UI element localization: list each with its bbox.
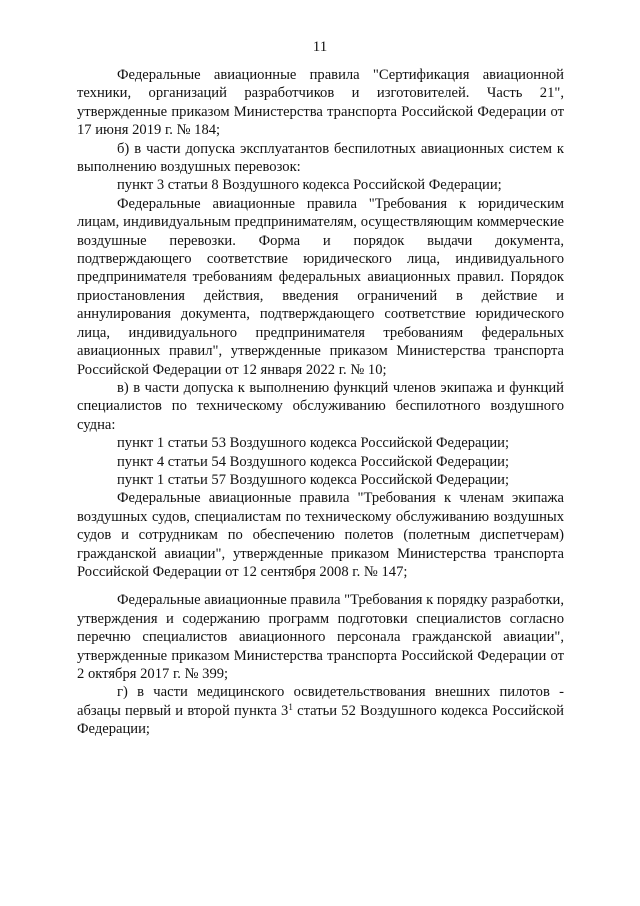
paragraph-v-crew-admission: в) в части допуска к выполнению функций членов экипажа и функций специалистов по техническому обслуживанию беспилотного воздушного судна: [77,379,564,433]
paragraph-g-text-end: статьи 52 Воздушного кодекса Российской Федерации; [77,702,564,738]
paragraph-fap-21: Федеральные авиационные правила "Сертификация авиационной техники, организаций разработчиков и изготовителей. Часть 21", утвержденные приказом Министерства транспорта Российской Федерации от 17 июня 2019 г. № 184; [77,67,564,139]
paragraph-art8-item3: пункт 3 статьи 8 Воздушного кодекса Российской Федерации; [117,177,502,194]
paragraph-b-operators: б) в части допуска эксплуатантов беспилотных авиационных систем к выполнению воздушных перевозок: [77,140,564,176]
page-number: 11 [312,39,328,55]
paragraph-art54-item4: пункт 4 статьи 54 Воздушного кодекса Российской Федерации; [117,453,509,470]
paragraph-fap-training-programs: Федеральные авиационные правила "Требования к порядку разработки, утверждения и содержанию программ подготовки специалистов согласно перечню специалистов авиационного персонала гражданской авиации", утвержденные приказом Министерства транспорта Российской Федерации от 2 октября 2017 г. № 399; [77,592,564,682]
paragraph-fap-crew-requirements: Федеральные авиационные правила "Требования к членам экипажа воздушных судов, специалистам по техническому обслуживанию воздушных судов и сотрудникам по обеспечению полетов (полетным диспетчерам) гражданской авиации", утвержденные приказом Министерства транспорта Российской Федерации от 12 сентября 2008 г. № 147; [77,490,564,580]
paragraph-fap-commercial-transport: Федеральные авиационные правила "Требования к юридическим лицам, индивидуальным предпринимателям, осуществляющим коммерческие воздушные перевозки. Форма и порядок выдачи документа, подтверждающего соответствие юридического лица, индивидуального предпринимателя требованиям федеральных авиационных правил. Порядок приостановления действия, введения ограничений в действие и аннулирования документа, подтверждающего соответствие юридического лица, индивидуального предпринимателя требованиям федеральных авиационных правил", утвержденные приказом Министерства транспорта Российской Федерации от 12 января 2022 г. № 10; [77,195,564,378]
paragraph-art53-item1: пункт 1 статьи 53 Воздушного кодекса Российской Федерации; [117,435,509,452]
document-body [77,66,564,739]
paragraph-art57-item1: пункт 1 статьи 57 Воздушного кодекса Российской Федерации; [117,471,509,488]
superscript-index: 1 [288,701,293,712]
paragraph-g-text: г) в части медицинского освидетельствования внешних пилотов - абзацы первый и второй пункта 3 [77,684,564,719]
paragraph-g-medical [77,683,564,738]
